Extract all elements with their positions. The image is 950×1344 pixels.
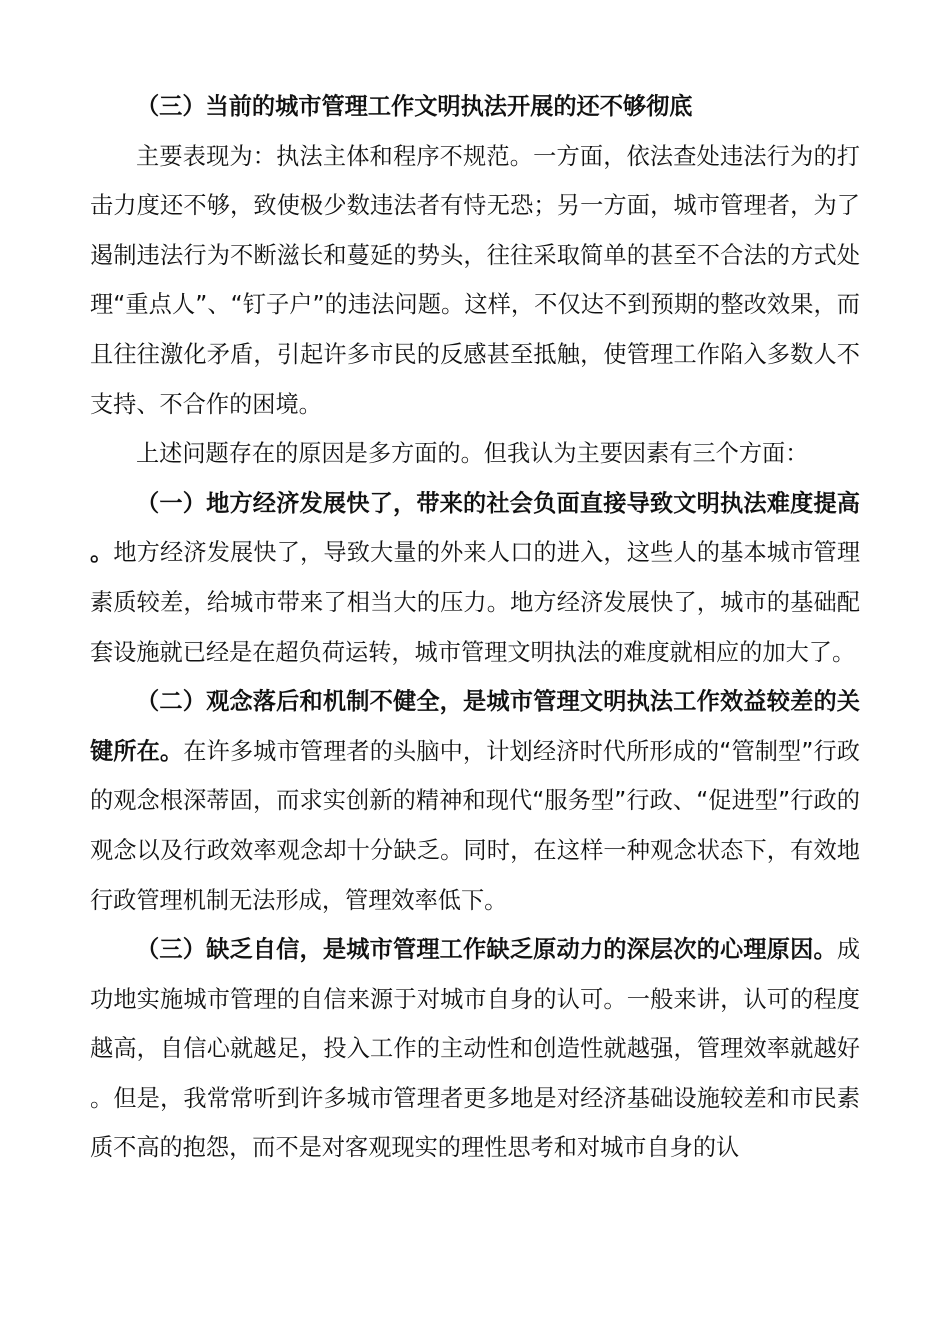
cause-2-lead: （二）观念落后和机制不健全，是城市管理文明执法工作效益较差的关键所在。 [90,688,860,765]
section-heading-text: （三）当前的城市管理工作文明执法开展的还不够彻底 [136,93,693,120]
cause-1-body: 地方经济发展快了，导致大量的外来人口的进入，这些人的基本城市管理素质较差，给城市带来了相当大的压力。地方经济发展快了，城市的基础配套设施就已经是在超负荷运转，城市管理文明执法的难度就相应的加大了。 [90,539,861,666]
cause-3-body: 成功地实施城市管理的自信来源于对城市自身的认可。一般来讲，认可的程度越高，自信心就越足，投入工作的主动性和创造性就越强，管理效率就越好。但是，我常常听到许多城市管理者更多地是对经济基础设施较差和市民素质不高的抱怨，而不是对客观现实的理性思考和对城市自身的认 [90,936,860,1162]
paragraph-cause-3 [90,925,860,1173]
cause-2-body: 在许多城市管理者的头脑中，计划经济时代所形成的“管制型”行政的观念根深蒂固，而求实创新的精神和现代“服务型”行政、“促进型”行政的观念以及行政效率观念却十分缺乏。同时，在这样一种观念状态下，有效地行政管理机制无法形成，管理效率低下。 [90,737,860,914]
paragraph-causes-intro [90,429,860,479]
section-heading-3 [90,82,860,132]
paragraph-text: 上述问题存在的原因是多方面的。但我认为主要因素有三个方面： [136,440,809,468]
document-body [90,82,860,1173]
paragraph-cause-2 [90,677,860,925]
cause-3-lead: （三）缺乏自信，是城市管理工作缺乏原动力的深层次的心理原因。 [136,936,837,964]
paragraph-text: 主要表现为：执法主体和程序不规范。一方面，依法查处违法行为的打击力度还不够，致使极少数违法者有恃无恐；另一方面，城市管理者，为了遏制违法行为不断滋长和蔓延的势头，往往采取简单的甚至不合法的方式处理“重点人”、“钉子户”的违法问题。这样，不仅达不到预期的整改效果，而且往往激化矛盾，引起许多市民的反感甚至抵触，使管理工作陷入多数人不支持、不合作的困境。 [90,142,860,418]
paragraph-main-manifestation [90,132,860,430]
cause-1-lead: （一）地方经济发展快了，带来的社会负面直接导致文明执法难度提高。 [90,489,860,567]
paragraph-cause-1 [90,479,860,677]
